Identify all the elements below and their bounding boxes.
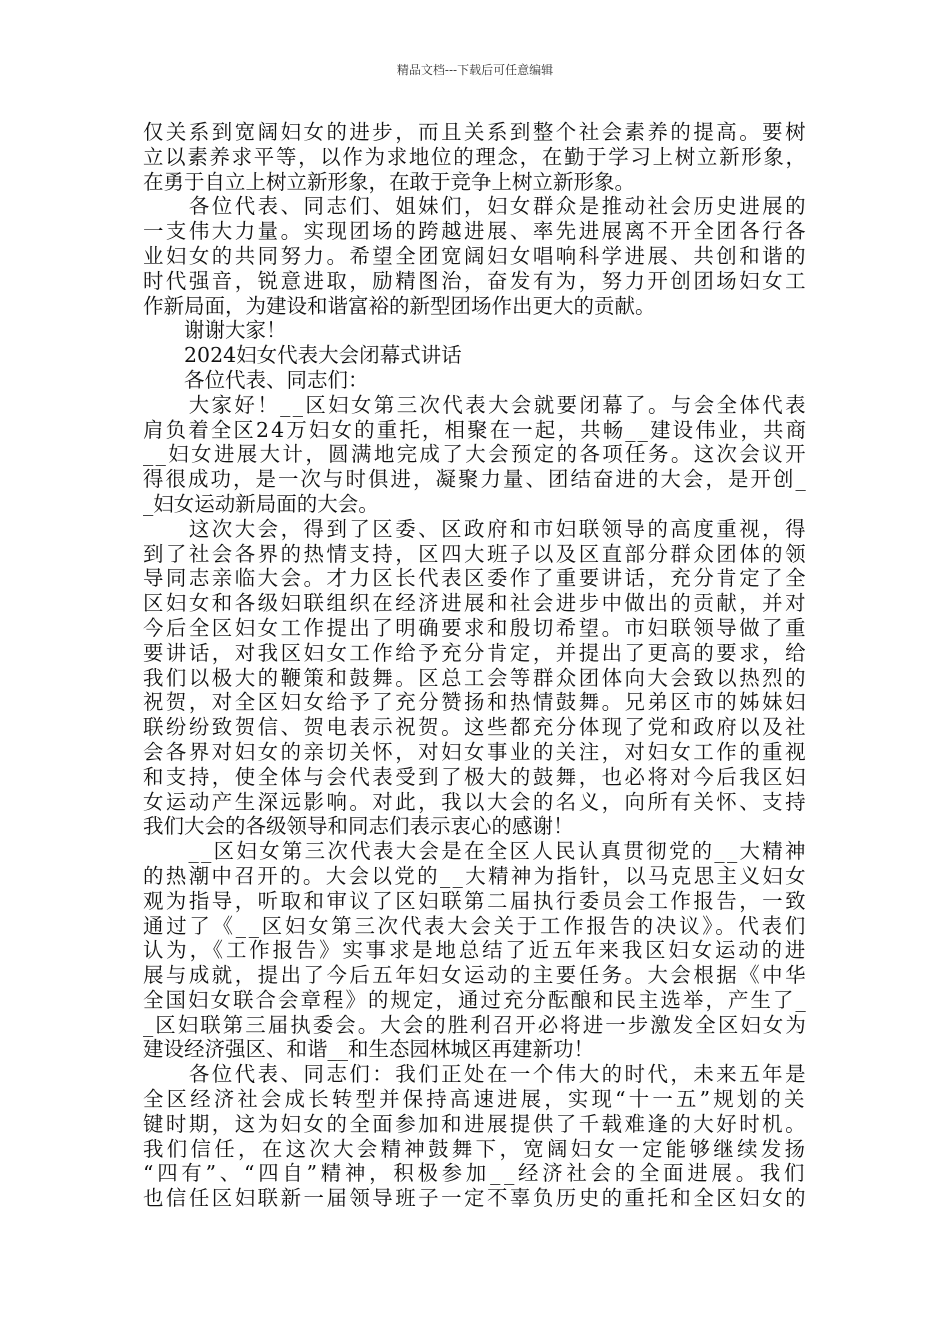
text-line: _区妇联第三届执委会。大会的胜利召开必将进一步激发全区妇女为 <box>143 1012 808 1037</box>
document-body <box>143 120 808 1211</box>
page-header: 精品文档---下载后可任意编辑 <box>396 63 554 77</box>
text-line: 全区经济社会成长转型并保持高速进展，实现“十一五”规划的关 <box>143 1087 808 1112</box>
text-line: 各位代表、同志们： <box>143 367 369 392</box>
text-line: 也信任区妇联新一届领导班子一定不辜负历史的重托和全区妇女的 <box>143 1186 808 1211</box>
text-line: 建设经济强区、和谐__和生态园林城区再建新功！ <box>143 1037 594 1062</box>
text-line: 导同志亲临大会。才力区长代表区委作了重要讲话，充分肯定了全 <box>143 566 808 591</box>
text-line: __区妇女第三次代表大会是在全区人民认真贯彻党的__大精神 <box>143 839 808 864</box>
text-line: 区妇女和各级妇联组织在经济进展和社会进步中做出的贡献，并对 <box>143 591 808 616</box>
text-line: 键时期，这为妇女的全面参加和进展提供了千载难逢的大好时机。 <box>143 1111 808 1136</box>
text-line: 的热潮中召开的。大会以党的__大精神为指针，以马克思主义妇女 <box>143 863 808 888</box>
text-line: 全国妇女联合会章程》的规定，通过充分酝酿和民主选举，产生了_ <box>143 987 808 1012</box>
text-line: 各位代表、同志们：我们正处在一个伟大的时代，未来五年是 <box>143 1062 808 1087</box>
text-line: 我们大会的各级领导和同志们表示衷心的感谢！ <box>143 814 574 839</box>
text-line: 联纷纷致贺信、贺电表示祝贺。这些都充分体现了党和政府以及社 <box>143 715 808 740</box>
text-line: 大家好！__区妇女第三次代表大会就要闭幕了。与会全体代表 <box>143 392 808 417</box>
text-line: 今后全区妇女工作提出了明确要求和殷切希望。市妇联领导做了重 <box>143 615 808 640</box>
text-line: 会各界对妇女的亲切关怀，对妇女事业的关注，对妇女工作的重视 <box>143 739 808 764</box>
text-line: 仅关系到宽阔妇女的进步，而且关系到整个社会素养的提高。要树 <box>143 120 808 144</box>
text-line: 通过了《__区妇女第三次代表大会关于工作报告的决议》。代表们 <box>143 913 809 938</box>
text-line: __妇女进展大计，圆满地完成了大会预定的各项任务。这次会议开 <box>143 442 808 467</box>
text-line: “四有”、“四自”精神，积极参加__经济社会的全面进展。我们 <box>143 1161 809 1186</box>
text-line: 立以素养求平等，以作为求地位的理念，在勤于学习上树立新形象， <box>143 144 808 169</box>
text-line: 女运动产生深远影响。对此，我以大会的名义，向所有关怀、支持 <box>143 789 808 814</box>
text-line: 认为，《工作报告》实事求是地总结了近五年来我区妇女运动的进 <box>143 938 809 963</box>
text-line: 业妇女的共同努力。希望全团宽阔妇女唱响科学进展、共创和谐的 <box>143 243 808 268</box>
text-line: 肩负着全区24万妇女的重托，相聚在一起，共畅__建设伟业，共商 <box>143 417 809 442</box>
text-line: 和支持，使全体与会代表受到了极大的鼓舞，也必将对今后我区妇 <box>143 764 808 789</box>
text-line: 作新局面，为建设和谐富裕的新型团场作出更大的贡献。 <box>143 293 656 318</box>
text-line: 谢谢大家！ <box>143 318 287 343</box>
text-line: 一支伟大力量。实现团场的跨越进展、率先进展离不开全团各行各 <box>143 219 808 244</box>
text-line: 时代强音，锐意进取，励精图治，奋发有为，努力开创团场妇女工 <box>143 268 808 293</box>
text-line: 观为指导，听取和审议了区妇联第二届执行委员会工作报告，一致 <box>143 888 808 913</box>
text-line: 在勇于自立上树立新形象，在敢于竞争上树立新形象。 <box>143 169 635 194</box>
text-line: 展与成就，提出了今后五年妇女运动的主要任务。大会根据《中华 <box>143 963 808 988</box>
text-line: _妇女运动新局面的大会。 <box>143 491 379 516</box>
text-line: 祝贺，对全区妇女给予了充分赞扬和热情鼓舞。兄弟区市的姊妹妇 <box>143 690 808 715</box>
text-line: 我们以极大的鞭策和鼓舞。区总工会等群众团体向大会致以热烈的 <box>143 665 808 690</box>
text-line: 各位代表、同志们、姐妹们，妇女群众是推动社会历史进展的 <box>143 194 808 219</box>
text-line: 要讲话，对我区妇女工作给予充分肯定，并提出了更高的要求，给 <box>143 640 808 665</box>
text-line: 这次大会，得到了区委、区政府和市妇联领导的高度重视，得 <box>143 516 808 541</box>
text-line: 我们信任，在这次大会精神鼓舞下，宽阔妇女一定能够继续发扬 <box>143 1136 809 1161</box>
text-line: 得很成功，是一次与时俱进，凝聚力量、团结奋进的大会，是开创_ <box>143 467 808 492</box>
text-line: 到了社会各界的热情支持，区四大班子以及区直部分群众团体的领 <box>143 541 808 566</box>
text-line: 2024妇女代表大会闭幕式讲话 <box>143 343 462 368</box>
